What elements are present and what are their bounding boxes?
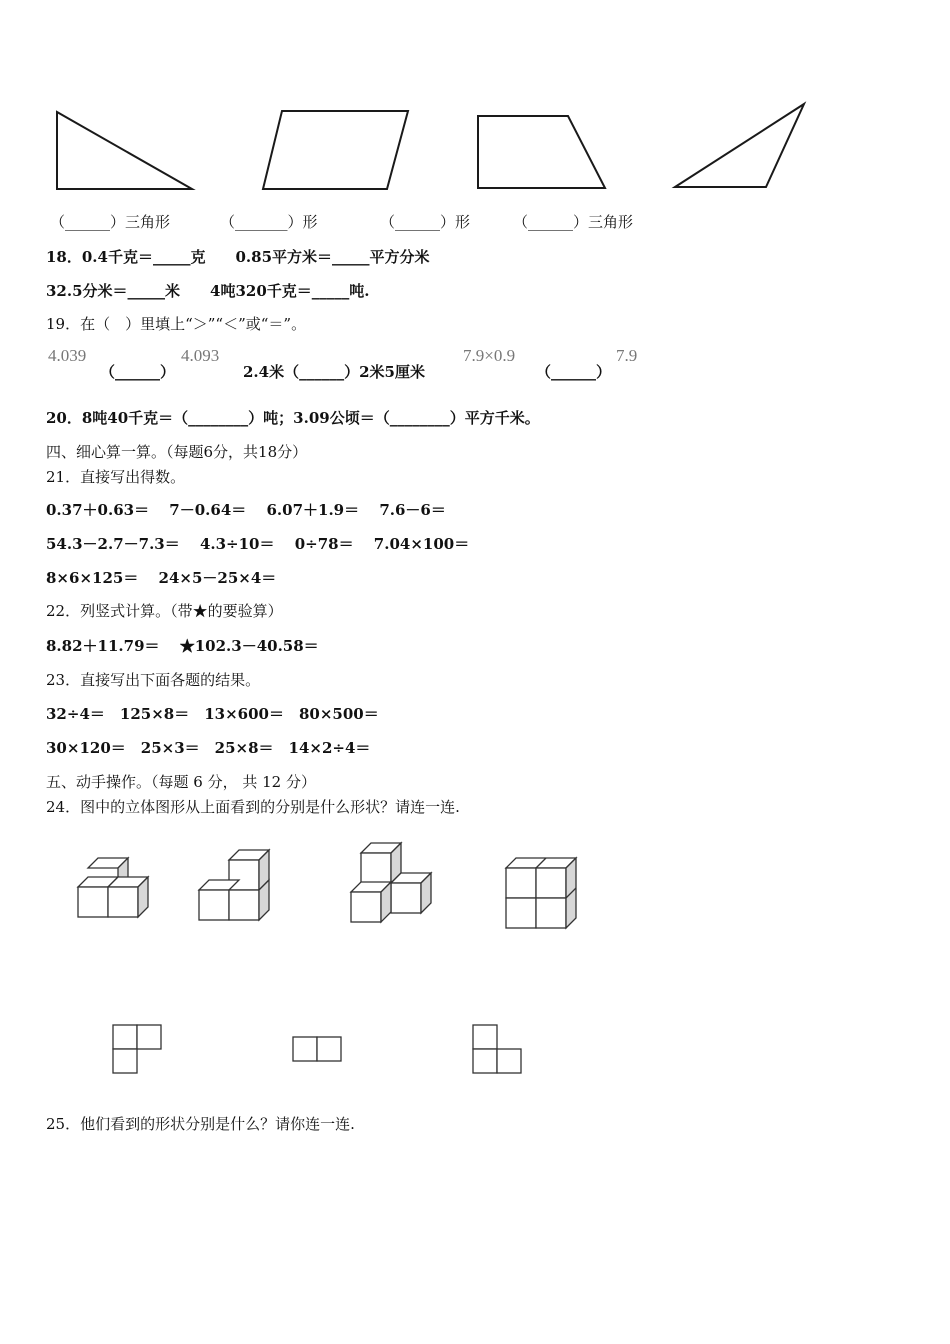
q22-row-1: 8.82＋11.79＝ ★102.3－40.58＝ xyxy=(46,637,319,655)
q20-line: 20．8吨40千克＝（________）吨；3.09公顷＝（________）平方千米。 xyxy=(46,409,540,427)
q19-title: 19．在（ ）里填上“＞”“＜”或“＝”。 xyxy=(46,315,307,333)
q19-a-blank: （______） xyxy=(100,363,176,381)
q21-row-3: 8×6×125＝ 24×5－25×4＝ xyxy=(46,569,277,587)
q22-title: 22．列竖式计算。（带★的要验算） xyxy=(46,602,283,620)
shape-label-2: （_______）形 xyxy=(220,213,318,231)
q21-title: 21．直接写出得数。 xyxy=(46,468,186,486)
q19-c-right: 7.9 xyxy=(616,346,638,365)
q18-line-2: 32.5分米＝_____米 4吨320千克＝_____吨. xyxy=(46,282,370,300)
q23-title: 23．直接写出下面各题的结果。 xyxy=(46,671,261,689)
shape-label-3: （______）形 xyxy=(380,213,471,231)
q19-b: 2.4米（______）2米5厘米 xyxy=(243,363,425,381)
q25-title: 25．他们看到的形状分别是什么？请你连一连. xyxy=(46,1115,355,1133)
q18-line-1: 18．0.4千克＝_____克 0.85平方米＝_____平方分米 xyxy=(46,248,430,266)
section4-title: 四、细心算一算。（每题6分，共18分） xyxy=(46,443,308,461)
q19-a-right: 4.093 xyxy=(181,346,220,365)
q24-title: 24．图中的立体图形从上面看到的分别是什么形状？请连一连. xyxy=(46,798,460,816)
shape-label-4: （______）三角形 xyxy=(513,213,634,231)
q21-row-1: 0.37＋0.63＝ 7－0.64＝ 6.07＋1.9＝ 7.6－6＝ xyxy=(46,501,446,519)
q21-row-2: 54.3－2.7－7.3＝ 4.3÷10＝ 0÷78＝ 7.04×100＝ xyxy=(46,535,470,553)
shape-label-1: （______）三角形 xyxy=(50,213,171,231)
q19-a-left: 4.039 xyxy=(48,346,87,365)
q19-c-left: 7.9×0.9 xyxy=(463,346,516,365)
q23-row-1: 32÷4＝ 125×8＝ 13×600＝ 80×500＝ xyxy=(46,705,379,723)
q19-c-blank: （______） xyxy=(536,363,612,381)
q23-row-2: 30×120＝ 25×3＝ 25×8＝ 14×2÷4＝ xyxy=(46,739,371,757)
section5-title: 五、动手操作。（每题 6 分， 共 12 分） xyxy=(46,773,316,791)
